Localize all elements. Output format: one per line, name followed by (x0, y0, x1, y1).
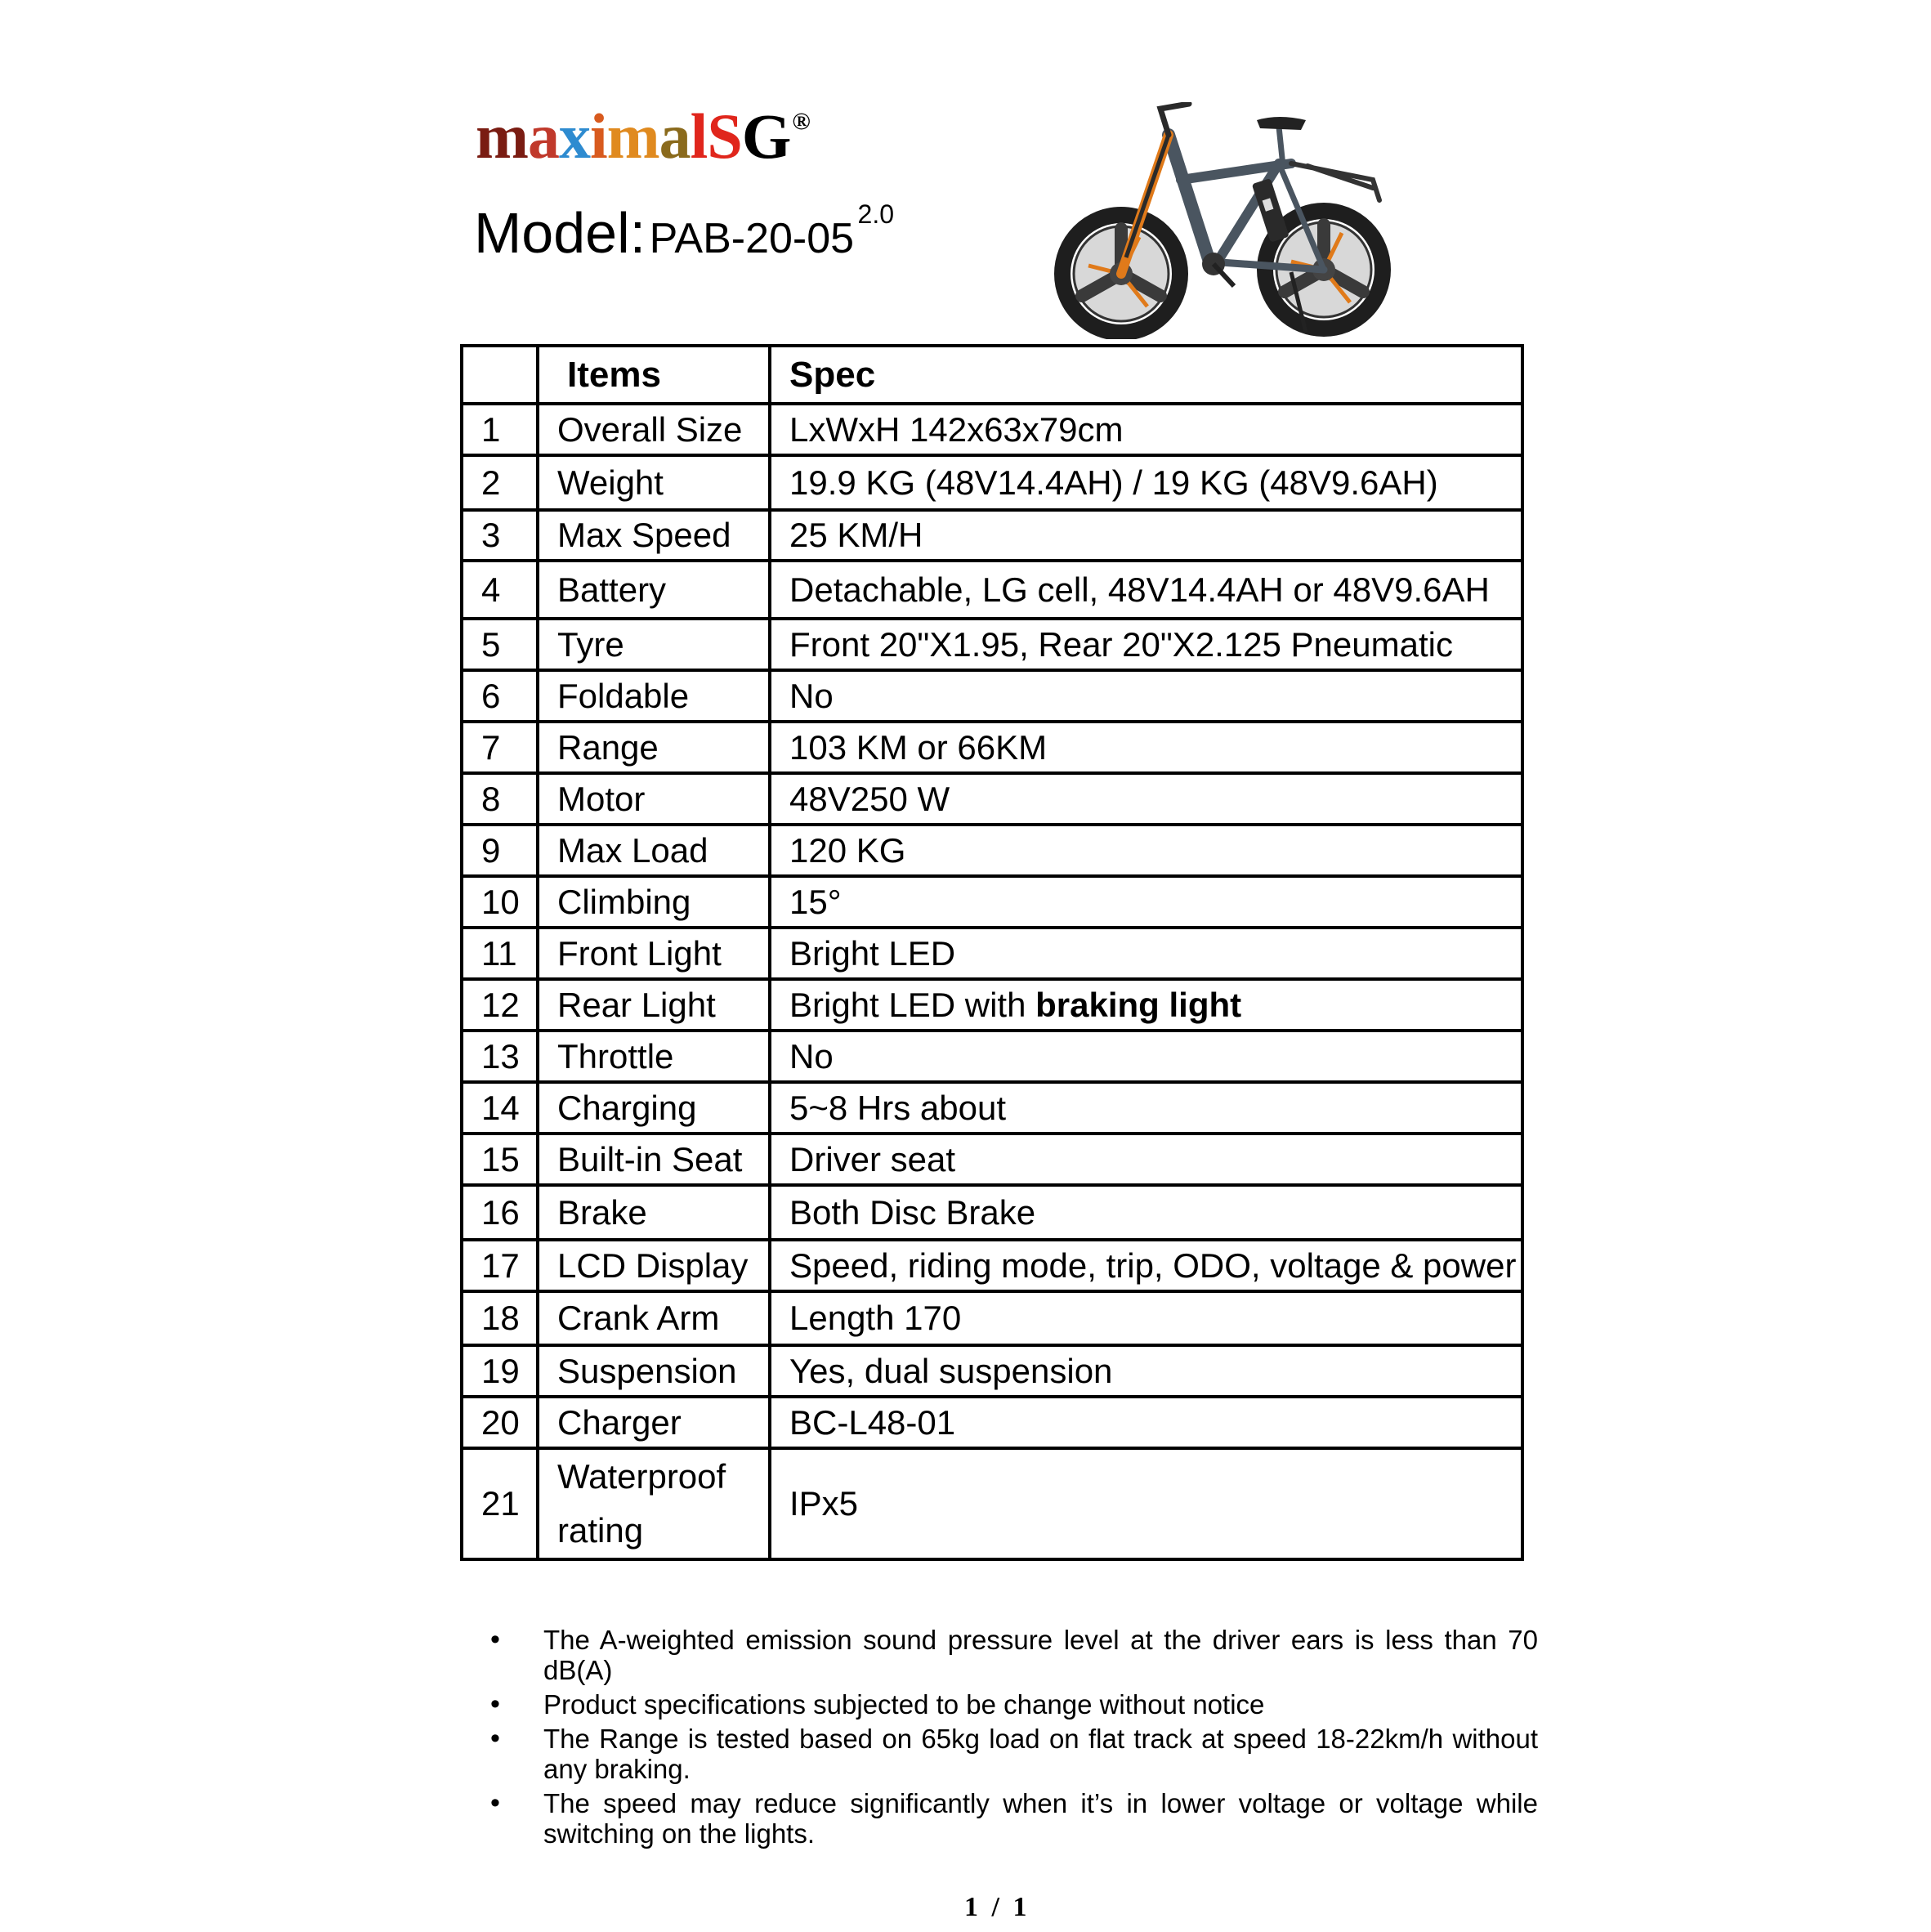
row-spec-text: 5~8 Hrs about (789, 1088, 1007, 1127)
row-spec (770, 1397, 1522, 1448)
registered-mark: ® (792, 108, 810, 135)
row-spec (770, 1240, 1522, 1291)
row-spec (770, 1291, 1522, 1345)
row-spec (770, 1082, 1522, 1134)
row-item: Range (538, 722, 770, 773)
row-number: 17 (462, 1240, 538, 1291)
table-row (462, 1240, 1522, 1291)
row-item: Climbing (538, 876, 770, 928)
table-row (462, 1291, 1522, 1345)
table-row (462, 561, 1522, 619)
row-spec (770, 561, 1522, 619)
row-spec (770, 670, 1522, 722)
row-spec-text: Driver seat (789, 1139, 956, 1178)
row-item: Max Speed (538, 510, 770, 561)
table-row (462, 722, 1522, 773)
table-row (462, 455, 1522, 510)
row-number: 11 (462, 928, 538, 979)
row-spec-text: 120 KG (789, 830, 906, 870)
brand-logo: maximalSG® (476, 101, 810, 172)
note-item: • The Range is tested based on 65kg load on flat track at speed 18-22km/h without any braking. (490, 1724, 1538, 1784)
row-item: Throttle (538, 1031, 770, 1082)
model-number: PAB-20-05 (649, 215, 855, 262)
row-spec-bold: braking light (1035, 985, 1242, 1024)
seat (1257, 117, 1306, 130)
rear-rack (1291, 163, 1379, 200)
row-item: Brake (538, 1185, 770, 1240)
row-spec-text: No (789, 1036, 834, 1076)
row-item: Charging (538, 1082, 770, 1134)
row-number: 7 (462, 722, 538, 773)
row-spec-text: Bright LED with (789, 985, 1036, 1024)
e-bike-photo (1046, 102, 1406, 339)
table-row (462, 510, 1522, 561)
table-row (462, 1134, 1522, 1185)
row-number: 18 (462, 1291, 538, 1345)
row-item: Built-in Seat (538, 1134, 770, 1185)
row-item: Motor (538, 773, 770, 825)
row-spec (770, 825, 1522, 876)
row-number: 13 (462, 1031, 538, 1082)
table-row (462, 1345, 1522, 1397)
row-item: Overall Size (538, 404, 770, 455)
row-spec (770, 722, 1522, 773)
row-number: 15 (462, 1134, 538, 1185)
row-spec (770, 1448, 1522, 1559)
header-spec: Spec (770, 346, 1522, 404)
row-number: 2 (462, 455, 538, 510)
row-item: Front Light (538, 928, 770, 979)
row-spec (770, 455, 1522, 510)
note-item: • The speed may reduce significantly when it’s in lower voltage or voltage while switching on the lights. (490, 1788, 1538, 1849)
notes-list (490, 1625, 1538, 1853)
table-row (462, 1082, 1522, 1134)
row-spec-text: Both Disc Brake (789, 1192, 1036, 1232)
row-number: 1 (462, 404, 538, 455)
row-item: Suspension (538, 1345, 770, 1397)
header-items: Items (538, 346, 770, 404)
table-row (462, 670, 1522, 722)
row-spec (770, 619, 1522, 670)
table-row (462, 773, 1522, 825)
row-item: Battery (538, 561, 770, 619)
row-spec-text: No (789, 676, 834, 715)
table-row (462, 1185, 1522, 1240)
row-spec (770, 979, 1522, 1031)
table-row (462, 825, 1522, 876)
row-spec-text: Yes, dual suspension (789, 1351, 1113, 1390)
row-spec (770, 773, 1522, 825)
row-spec-text: Length 170 (789, 1299, 962, 1337)
note-item: • The A-weighted emission sound pressure level at the driver ears is less than 70 dB(A) (490, 1625, 1538, 1685)
table-header-row (462, 346, 1522, 404)
row-item: Rear Light (538, 979, 770, 1031)
row-spec-text: LxWxH 142x63x79cm (789, 409, 1124, 449)
table-row (462, 619, 1522, 670)
row-spec (770, 1134, 1522, 1185)
row-spec-text: Speed, riding mode, trip, ODO, voltage & power (789, 1246, 1517, 1285)
row-spec-text: Detachable, LG cell, 48V14.4AH or 48V9.6AH (789, 570, 1490, 609)
row-spec-text: 15° (789, 882, 842, 921)
row-spec (770, 1185, 1522, 1240)
row-spec-text: IPx5 (789, 1484, 859, 1523)
row-spec-text: 19.9 KG (48V14.4AH) / 19 KG (48V9.6AH) (789, 463, 1438, 502)
row-spec (770, 1031, 1522, 1082)
row-item: Max Load (538, 825, 770, 876)
row-spec-text: BC-L48-01 (789, 1402, 956, 1442)
row-spec-text: Bright LED (789, 933, 956, 973)
row-spec (770, 404, 1522, 455)
row-item: LCD Display (538, 1240, 770, 1291)
row-item: Foldable (538, 670, 770, 722)
table-row (462, 876, 1522, 928)
header-number (462, 346, 538, 404)
model-version: 2.0 (857, 199, 895, 229)
model-heading (474, 199, 895, 265)
row-spec (770, 876, 1522, 928)
row-spec (770, 928, 1522, 979)
row-spec-text: 48V250 W (789, 779, 950, 818)
row-number: 4 (462, 561, 538, 619)
row-number: 16 (462, 1185, 538, 1240)
row-number: 5 (462, 619, 538, 670)
row-spec-text: 103 KM or 66KM (789, 727, 1048, 767)
row-item: Waterproof rating (538, 1448, 770, 1559)
battery-pack (1252, 178, 1290, 243)
table-row (462, 404, 1522, 455)
row-spec (770, 510, 1522, 561)
row-number: 21 (462, 1448, 538, 1559)
model-label: Model: (474, 201, 646, 265)
row-number: 19 (462, 1345, 538, 1397)
row-item: Tyre (538, 619, 770, 670)
table-row (462, 1448, 1522, 1559)
handlebar (1160, 104, 1189, 135)
row-number: 6 (462, 670, 538, 722)
note-item: • Product specifications subjected to be change without notice (490, 1689, 1538, 1720)
row-number: 3 (462, 510, 538, 561)
row-number: 14 (462, 1082, 538, 1134)
row-spec-text: 25 KM/H (789, 516, 923, 554)
page-number: 1 / 1 (964, 1892, 1030, 1922)
table-row (462, 1031, 1522, 1082)
table-row (462, 1397, 1522, 1448)
row-number: 9 (462, 825, 538, 876)
row-number: 12 (462, 979, 538, 1031)
row-item: Crank Arm (538, 1291, 770, 1345)
table-row (462, 928, 1522, 979)
row-item: Charger (538, 1397, 770, 1448)
row-number: 20 (462, 1397, 538, 1448)
row-number: 10 (462, 876, 538, 928)
spec-table (460, 344, 1524, 1561)
row-spec-text: Front 20"X1.95, Rear 20"X2.125 Pneumatic (789, 624, 1453, 664)
table-row (462, 979, 1522, 1031)
row-number: 8 (462, 773, 538, 825)
row-spec (770, 1345, 1522, 1397)
row-item: Weight (538, 455, 770, 510)
